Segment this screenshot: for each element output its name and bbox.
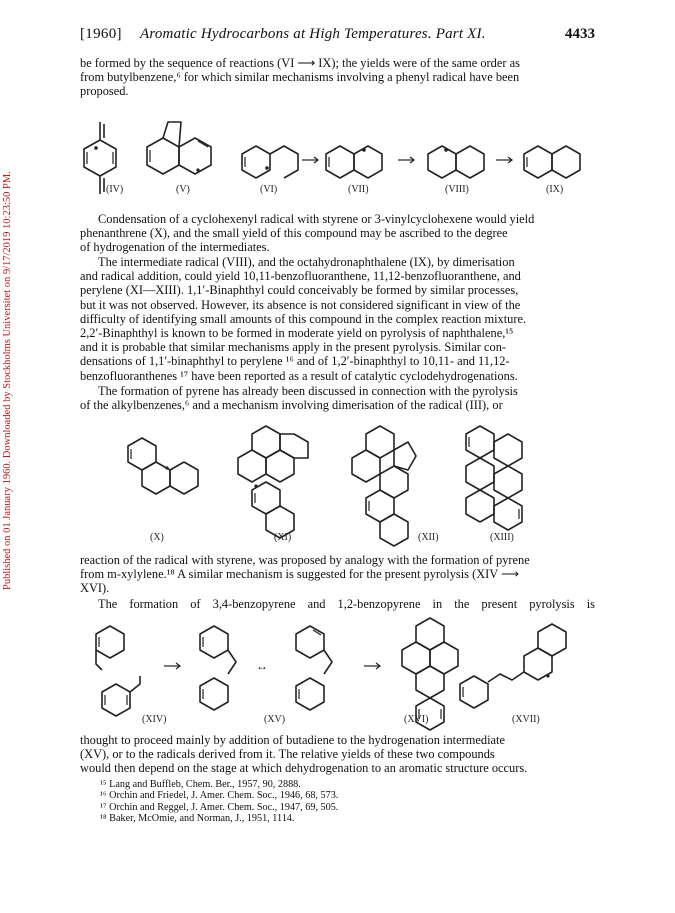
footnotes [100, 779, 338, 825]
paragraph-6 [80, 597, 595, 611]
running-header [80, 24, 595, 46]
text-line: The formation of pyrene has already been discussed in connection with the pyrolysis [98, 384, 518, 398]
label-viii: (VIII) [445, 184, 469, 195]
structure-xv-resonance [296, 626, 332, 710]
paragraph-4 [80, 384, 595, 412]
scheme-x-xiii [80, 420, 595, 548]
structure-xii [352, 426, 416, 546]
footnote: ¹⁵ Lang and Buffleb, Chem. Ber., 1957, 90, 2888. [100, 779, 301, 790]
structure-xi [238, 426, 308, 538]
text-line: of hydrogenation of the intermediates. [80, 240, 270, 255]
label-xv: (XV) [264, 714, 286, 725]
text-line: (XV), or to the radicals derived from it. The relative yields of these two compounds [80, 747, 495, 762]
text-line: from m-xylylene.¹⁸ A similar mechanism is suggested for the present pyrolysis (XIV ⟶ [80, 567, 519, 582]
header-title: Aromatic Hydrocarbons at High Temperatures. Part XI. [140, 26, 486, 42]
text-line: The intermediate radical (VIII), and the octahydronaphthalene (IX), by dimerisation [98, 255, 515, 269]
resonance-arrow: ↔ [256, 659, 268, 673]
text-line: would then depend on the stage at which dehydrogenation to an aromatic structure occurs. [80, 761, 528, 776]
text-line: but it was not observed. However, its absence is not considered significant in view of the [80, 297, 521, 312]
footnote: ¹⁸ Baker, McOmie, and Norman, J., 1951, 1114. [100, 813, 295, 825]
structure-xiv [96, 626, 140, 716]
text-line: reaction of the radical with styrene, was proposed by analogy with the formation of pyrene [80, 553, 530, 567]
structure-xiii [466, 426, 522, 530]
text-line: benzofluoranthenes ¹⁷ have been reported as a result of catalytic cyclodehydrogenations. [80, 368, 518, 383]
label-xii: (XII) [418, 532, 439, 543]
text-line: be formed by the sequence of reactions (VI ⟶ IX); the yields were of the same order as [80, 56, 520, 70]
text-line: perylene (XI—XIII). 1,1′-Binaphthyl could conceivably be formed by similar processes, [80, 283, 519, 298]
scheme-iv-ix [80, 110, 595, 206]
footnote: ¹⁷ Orchin and Reggel, J. Amer. Chem. Soc., 1947, 69, 505. [100, 801, 339, 813]
paragraph-5 [80, 553, 595, 596]
label-v: (V) [176, 184, 190, 195]
paragraph-1 [80, 56, 595, 99]
text-line: 2,2′-Binaphthyl is known to be formed in moderate yield on pyrolysis of naphthalene,¹⁵ [80, 326, 514, 341]
label-ix: (IX) [546, 184, 564, 195]
structure-viii [428, 146, 484, 178]
label-xvii: (XVII) [512, 714, 540, 725]
header-year: [1960] [80, 26, 122, 42]
text-line: of the alkylbenzenes,⁶ and a mechanism involving dimerisation of the radical (III), or [80, 398, 503, 413]
structure-v [147, 122, 211, 174]
label-iv: (IV) [106, 184, 124, 195]
footnote: ¹⁶ Orchin and Friedel, J. Amer. Chem. Soc., 1946, 68, 573. [100, 790, 339, 802]
structure-xv [200, 626, 236, 710]
label-x: (X) [150, 532, 164, 543]
paragraph-3 [80, 255, 595, 383]
text-line: XVI). [80, 581, 110, 596]
text-line: proposed. [80, 84, 129, 99]
text-line: densations of 1,1′-binaphthyl to perylene ¹⁶ and of 1,2′-binaphthyl to 10,11- and 11,12- [80, 354, 510, 369]
label-xi: (XI) [274, 532, 292, 543]
paragraph-7 [80, 733, 595, 776]
label-vii: (VII) [348, 184, 369, 195]
text-line: thought to proceed mainly by addition of butadiene to the hydrogenation intermediate [80, 733, 505, 747]
structure-x [128, 438, 198, 494]
text-line: and it is probable that similar mechanisms apply in the present pyrolysis. Similar con- [80, 340, 507, 355]
paragraph-2 [80, 212, 595, 255]
text-line: The formation of 3,4-benzopyrene and 1,2-benzopyrene in the present pyrolysis is [98, 597, 595, 611]
download-watermark-text: Published on 01 January 1960. Downloaded by Stockholms Universitet on 9/17/2019 10:23:50 PM. [2, 171, 13, 590]
text-line: phenanthrene (X), and the small yield of this compound may be ascribed to the degree [80, 226, 508, 241]
label-xvi: (XVI) [404, 714, 429, 725]
text-line: and radical addition, could yield 10,11-benzofluoranthene, 11,12-benzofluoranthene, and [80, 269, 521, 284]
page-number: 4433 [565, 26, 595, 42]
text-line: from butylbenzene,⁶ for which similar mechanisms involving a phenyl radical have been [80, 70, 520, 85]
structure-xvii [460, 624, 566, 708]
structure-vi [242, 146, 298, 178]
download-watermark [2, 130, 16, 590]
label-vi: (VI) [260, 184, 278, 195]
scheme-xiv-xvii [80, 614, 595, 732]
label-xiii: (XIII) [490, 532, 514, 543]
label-xiv: (XIV) [142, 714, 167, 725]
text-line: Condensation of a cyclohexenyl radical with styrene or 3-vinylcyclohexene would yield [98, 212, 535, 226]
text-line: difficulty of identifying small amounts of this compound in the complex reaction mixture. [80, 311, 527, 326]
structure-vii [326, 146, 382, 178]
structure-ix [524, 146, 580, 178]
